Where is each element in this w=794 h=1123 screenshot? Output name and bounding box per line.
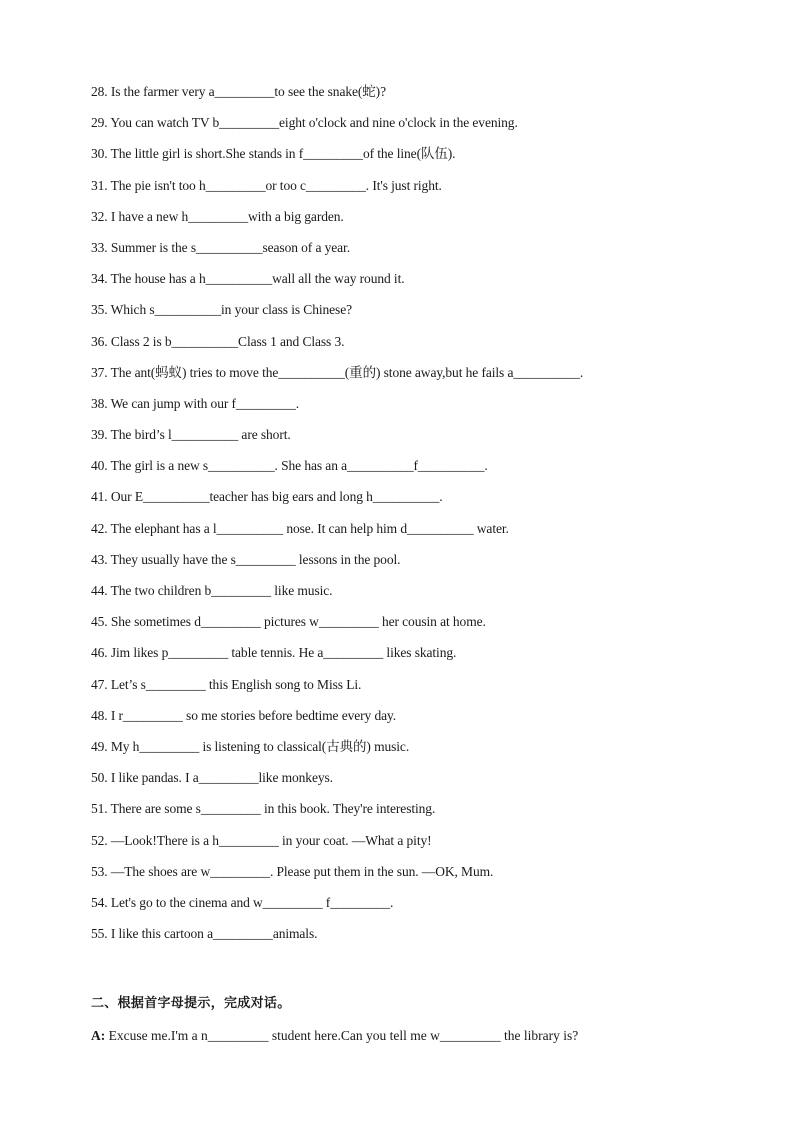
question-item: 38. We can jump with our f_________.	[91, 395, 300, 411]
question-item: 48. I r_________ so me stories before bedtime every day.	[91, 707, 397, 723]
question-item: 50. I like pandas. I a_________like monkeys.	[91, 770, 333, 786]
question-item: 55. I like this cartoon a_________animals.	[91, 926, 318, 942]
question-item: 47. Let’s s_________ this English song to Miss Li.	[91, 676, 362, 692]
question-item: 53. —The shoes are w_________. Please put them in the sun. —OK, Mum.	[91, 863, 494, 879]
question-item: 45. She sometimes d_________ pictures w_________ her cousin at home.	[91, 614, 486, 630]
question-item: 34. The house has a h__________wall all the way round it.	[91, 271, 405, 287]
question-item: 52. —Look!There is a h_________ in your coat. —What a pity!	[91, 832, 432, 848]
question-item: 35. Which s__________in your class is Chinese?	[91, 302, 352, 318]
section-title: 二、根据首字母提示，完成对话。	[91, 996, 291, 1011]
question-item: 33. Summer is the s__________season of a year.	[91, 239, 350, 255]
question-item: 32. I have a new h_________with a big garden.	[91, 208, 344, 224]
question-item: 51. There are some s_________ in this book. They're interesting.	[91, 801, 436, 817]
question-item: 43. They usually have the s_________ lessons in the pool.	[91, 551, 401, 567]
question-item: 42. The elephant has a l__________ nose. It can help him d__________ water.	[91, 520, 509, 536]
question-item: 31. The pie isn't too h_________or too c_________. It's just right.	[91, 177, 442, 193]
question-item: 44. The two children b_________ like music.	[91, 583, 333, 598]
question-item: 37. The ant(蚂蚁) tries to move the__________(重的) stone away,but he fails a__________.	[91, 364, 584, 380]
question-list	[91, 82, 731, 955]
question-item: 54. Let's go to the cinema and w_________ f_________.	[91, 894, 394, 910]
question-item: 49. My h_________ is listening to classical(古典的) music.	[91, 738, 410, 754]
question-item: 30. The little girl is short.She stands in f_________of the line(队伍).	[91, 146, 456, 162]
question-item: 40. The girl is a new s__________. She has an a__________f__________.	[91, 458, 488, 474]
question-item: 46. Jim likes p_________ table tennis. He a_________ likes skating.	[91, 645, 457, 661]
question-item: 36. Class 2 is b__________Class 1 and Class 3.	[91, 333, 345, 349]
dialog-line	[91, 1028, 578, 1044]
dialog-text: Excuse me.I'm a n_________ student here.Can you tell me w_________ the library is?	[105, 1028, 579, 1043]
question-item: 29. You can watch TV b_________eight o'clock and nine o'clock in the evening.	[91, 115, 518, 131]
question-item: 39. The bird’s l__________ are short.	[91, 427, 291, 443]
question-item: 41. Our E__________teacher has big ears and long h__________.	[91, 489, 443, 505]
question-item: 28. Is the farmer very a_________to see the snake(蛇)?	[91, 84, 386, 99]
dialog-speaker: A:	[91, 1028, 106, 1043]
